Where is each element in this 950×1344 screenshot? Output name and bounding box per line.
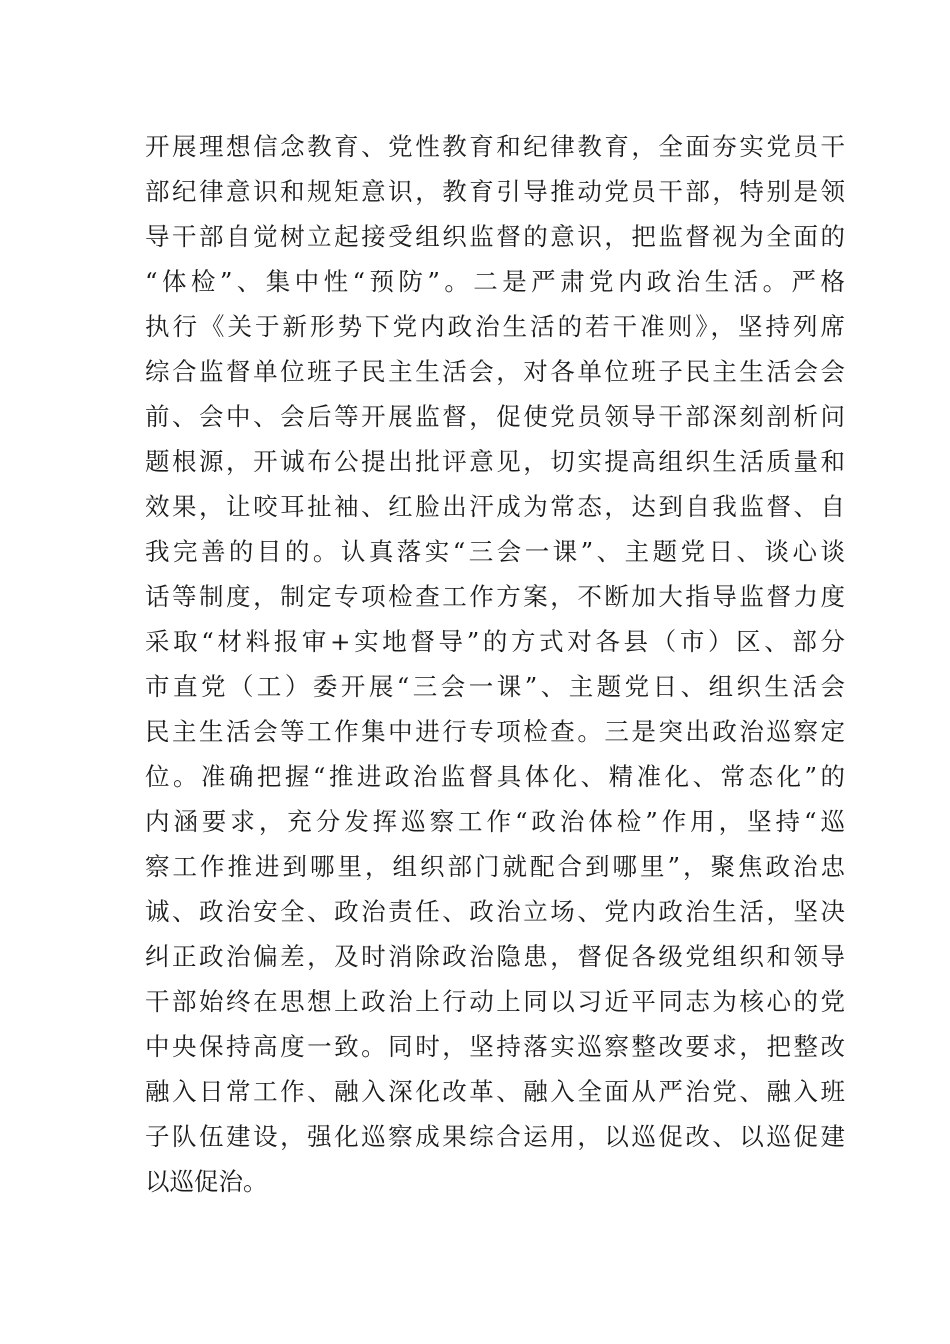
text-line: 导干部自觉树立起接受组织监督的意识，把监督视为全面的: [145, 222, 845, 251]
text-line: 纠正政治偏差，及时消除政治隐患，督促各级党组织和领导: [145, 942, 845, 971]
text-line: 中央保持高度一致。同时，坚持落实巡察整改要求，把整改: [145, 1032, 845, 1061]
text-line: 市直党（工）委开展“三会一课”、主题党日、组织生活会: [145, 672, 845, 701]
text-line: 我完善的目的。认真落实“三会一课”、主题党日、谈心谈: [145, 537, 845, 566]
text-line: 干部始终在思想上政治上行动上同以习近平同志为核心的党: [145, 987, 845, 1016]
text-line: 融入日常工作、融入深化改革、融入全面从严治党、融入班: [145, 1077, 845, 1106]
text-line: 执行《关于新形势下党内政治生活的若干准则》，坚持列席: [145, 312, 845, 341]
text-line: 民主生活会等工作集中进行专项检查。三是突出政治巡察定: [145, 717, 845, 746]
text-line: 前、会中、会后等开展监督，促使党员领导干部深刻剖析问: [145, 402, 845, 431]
text-line: 位。准确把握“推进政治监督具体化、精准化、常态化”的: [145, 762, 845, 791]
text-line: 效果，让咬耳扯袖、红脸出汗成为常态，达到自我监督、自: [145, 492, 845, 521]
text-line: 部纪律意识和规矩意识，教育引导推动党员干部，特别是领: [145, 177, 845, 206]
text-line: 子队伍建设，强化巡察成果综合运用，以巡促改、以巡促建: [145, 1122, 845, 1151]
text-line: 话等制度，制定专项检查工作方案，不断加大指导监督力度: [145, 582, 845, 611]
text-line: 内涵要求，充分发挥巡察工作“政治体检”作用，坚持“巡: [145, 807, 845, 836]
text-line: “体检”、集中性“预防”。二是严肃党内政治生活。严格: [145, 267, 845, 296]
text-line: 开展理想信念教育、党性教育和纪律教育，全面夯实党员干: [145, 132, 845, 161]
text-line: 以巡促治。: [145, 1167, 268, 1196]
body-paragraph: [145, 124, 845, 1204]
text-line: 采取“材料报审+实地督导”的方式对各县（市）区、部分: [145, 627, 845, 656]
text-line: 题根源，开诚布公提出批评意见，切实提高组织生活质量和: [145, 447, 845, 476]
text-line: 综合监督单位班子民主生活会，对各单位班子民主生活会会: [145, 357, 845, 386]
text-line: 诚、政治安全、政治责任、政治立场、党内政治生活，坚决: [145, 897, 845, 926]
text-line: 察工作推进到哪里，组织部门就配合到哪里”，聚焦政治忠: [145, 852, 845, 881]
